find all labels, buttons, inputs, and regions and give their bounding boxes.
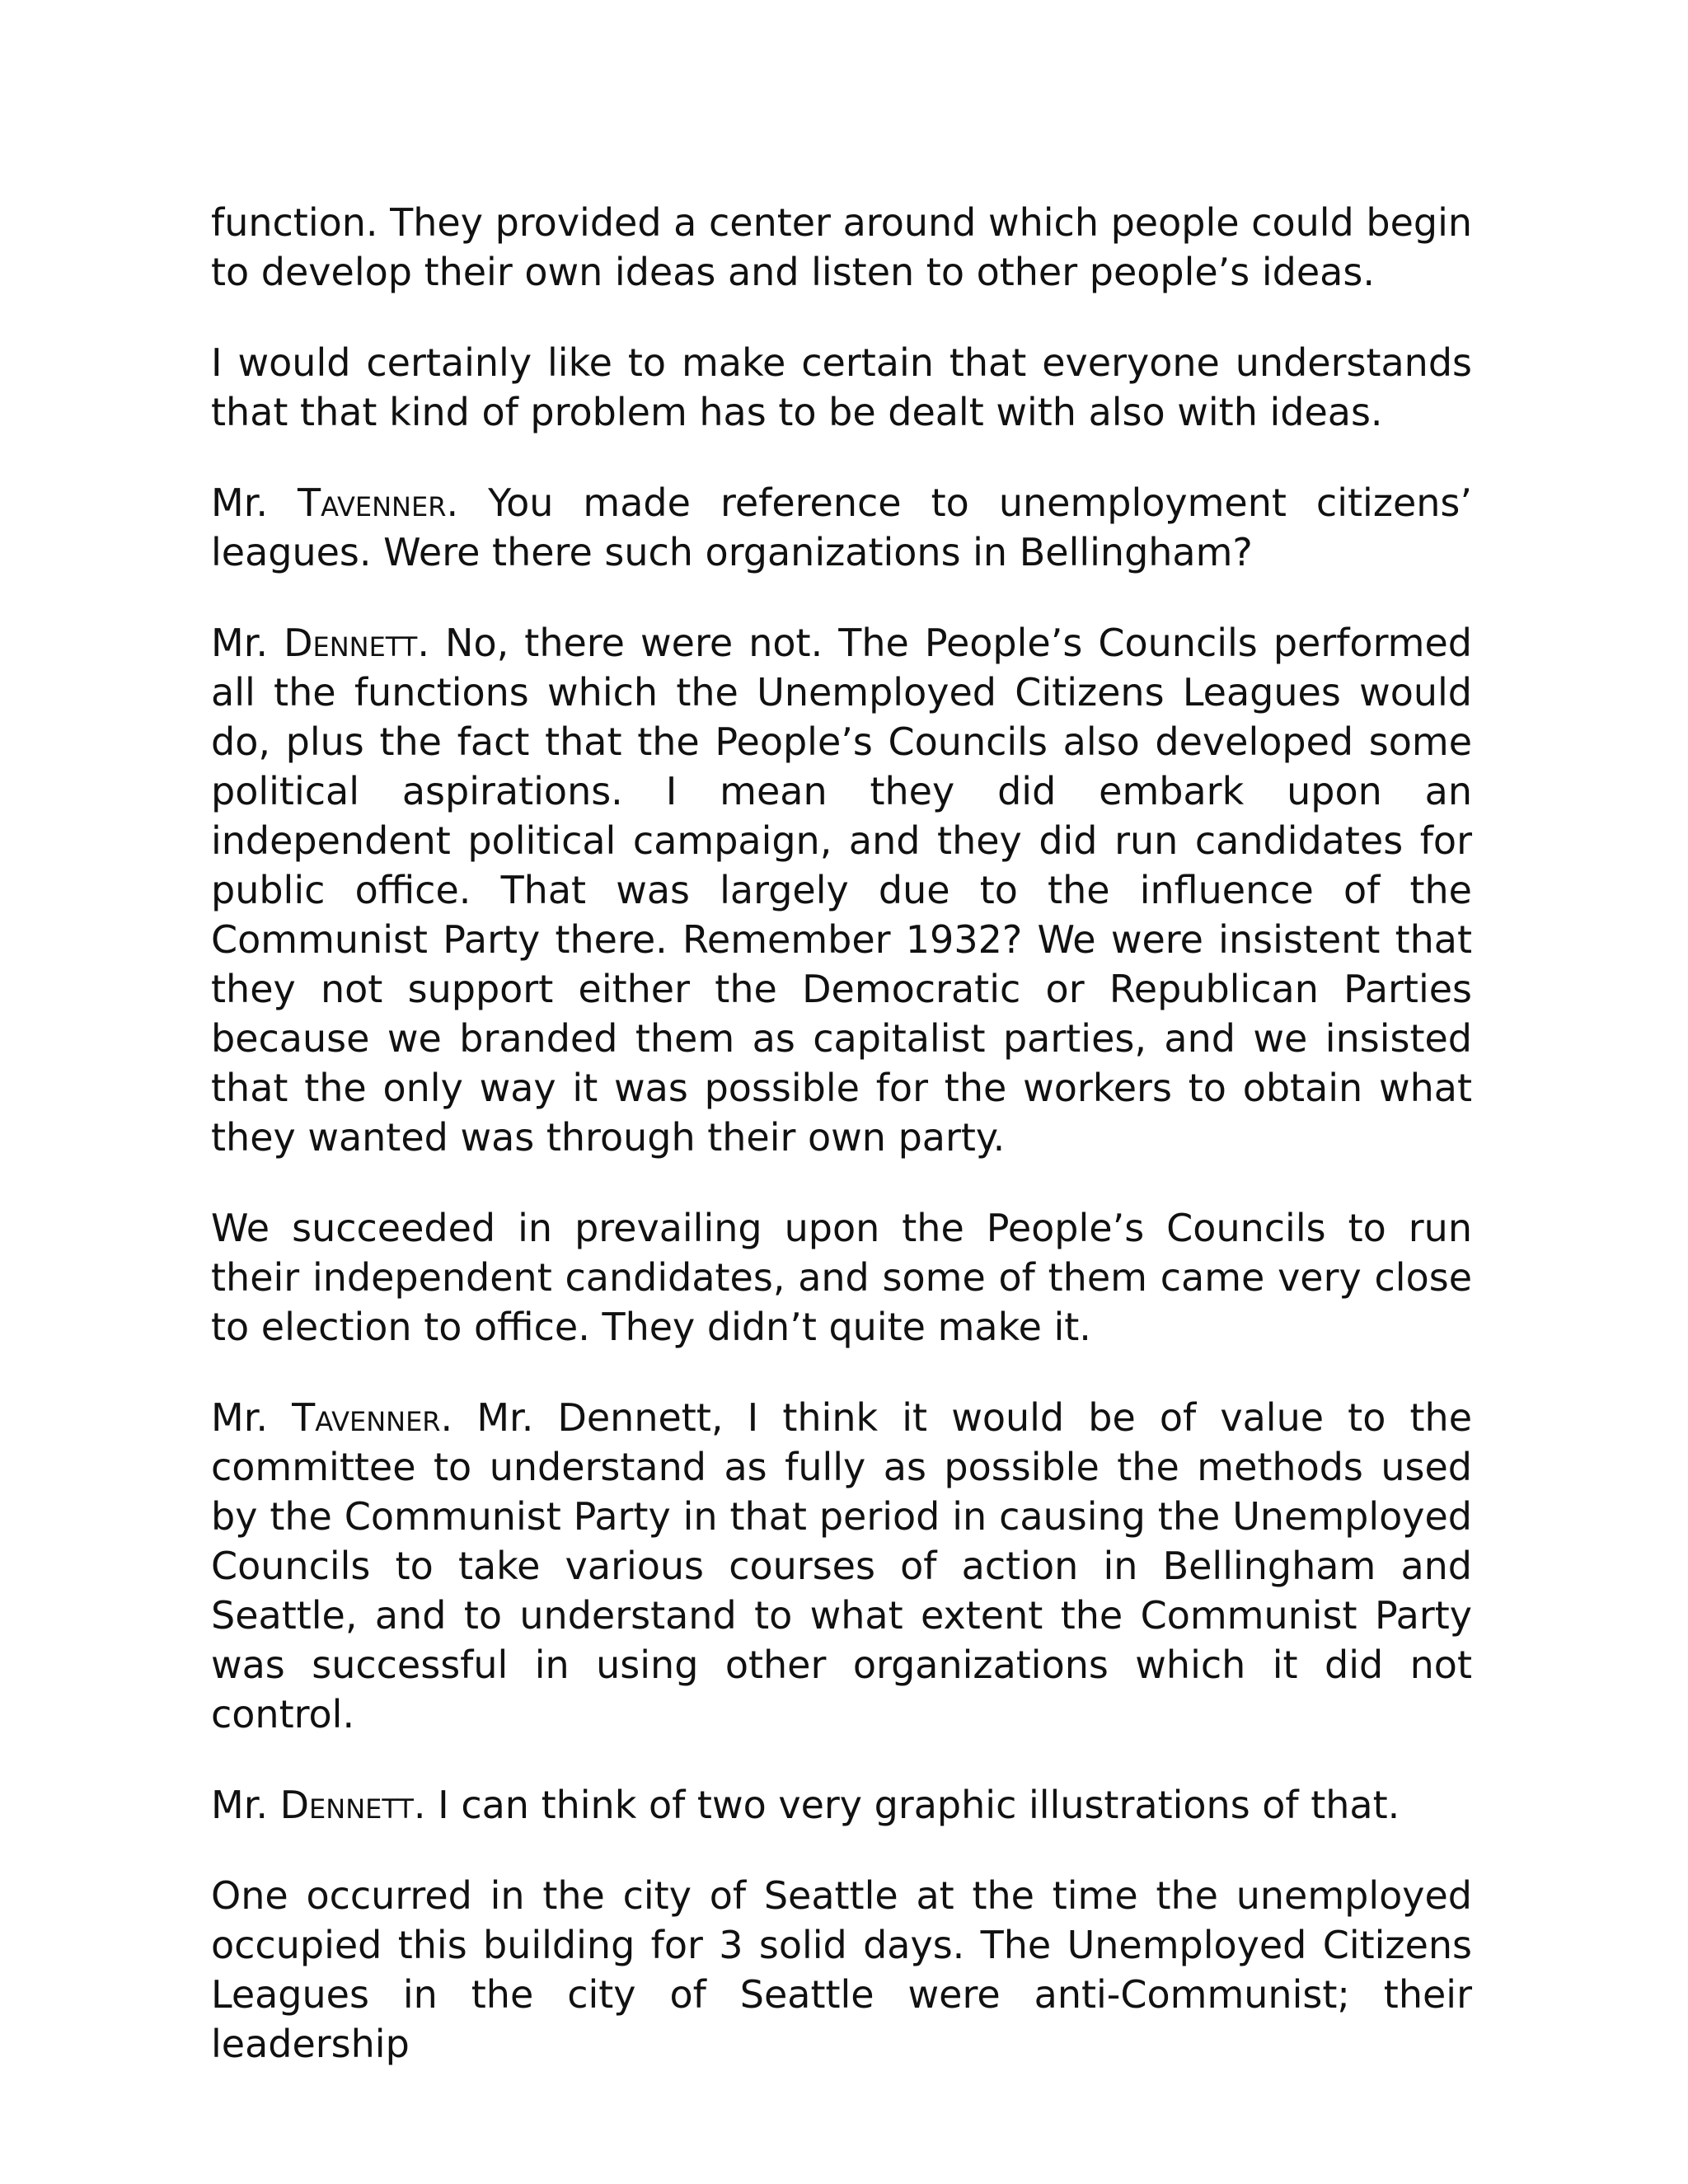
speaker-name: Dennett: [279, 1783, 414, 1827]
speaker-prefix: Mr.: [211, 621, 284, 665]
speaker-prefix: Mr.: [211, 1783, 280, 1827]
paragraph-text: We succeeded in prevailing upon the People’s Councils to run their independent candidates, and some of them came very close to election to office. They didn’t quite make it.: [211, 1206, 1472, 1349]
paragraph-5: [211, 1203, 1472, 1352]
paragraph-text: function. They provided a center around which people could begin to develop their own ideas and listen to other people’s ideas.: [211, 200, 1472, 294]
paragraph-8: [211, 1871, 1472, 2069]
document-page: [211, 198, 1472, 2110]
paragraph-6-tavenner: [211, 1393, 1472, 1739]
paragraph-2: [211, 338, 1472, 437]
paragraph-text: . You made reference to unemployment citizens’ leagues. Were there such organizations in Bellingham?: [211, 480, 1473, 574]
paragraph-1: [211, 198, 1472, 297]
paragraph-text: . No, there were not. The People’s Councils performed all the functions which the Unemployed Citizens Leagues would do, plus the fact that the People’s Councils also developed some political aspirations. I mean they did embark upon an independent political campaign, and they did run candidates for public office. That was largely due to the influence of the Communist Party there. Remember 1932? We were insistent that they not support either the Democratic or Republican Parties because we branded them as capitalist parties, and we insisted that the only way it was possible for the workers to obtain what they wanted was through their own party.: [211, 621, 1472, 1160]
speaker-name: Tavenner: [298, 480, 447, 525]
speaker-prefix: Mr.: [211, 1395, 293, 1440]
speaker-name: Dennett: [284, 621, 418, 665]
paragraph-text: . Mr. Dennett, I think it would be of value to the committee to understand as fully as possible the methods used by the Communist Party in that period in causing the Unemployed Councils to take various courses of action in Bellingham and Seattle, and to understand to what extent the Communist Party was successful in using other organizations which it did not control.: [211, 1395, 1472, 1736]
paragraph-3-tavenner: [211, 478, 1472, 577]
paragraph-text: I would certainly like to make certain that everyone understands that that kind of problem has to be dealt with also with ideas.: [211, 340, 1472, 434]
paragraph-text: One occurred in the city of Seattle at the time the unemployed occupied this building for 3 solid days. The Unemployed Citizens Leagues in the city of Seattle were anti-Communist; their leadership: [211, 1873, 1472, 2066]
paragraph-7-dennett: [211, 1780, 1472, 1830]
speaker-prefix: Mr.: [211, 480, 298, 525]
paragraph-text: . I can think of two very graphic illustrations of that.: [413, 1783, 1400, 1827]
paragraph-4-dennett: [211, 618, 1472, 1162]
speaker-name: Tavenner: [292, 1395, 441, 1440]
